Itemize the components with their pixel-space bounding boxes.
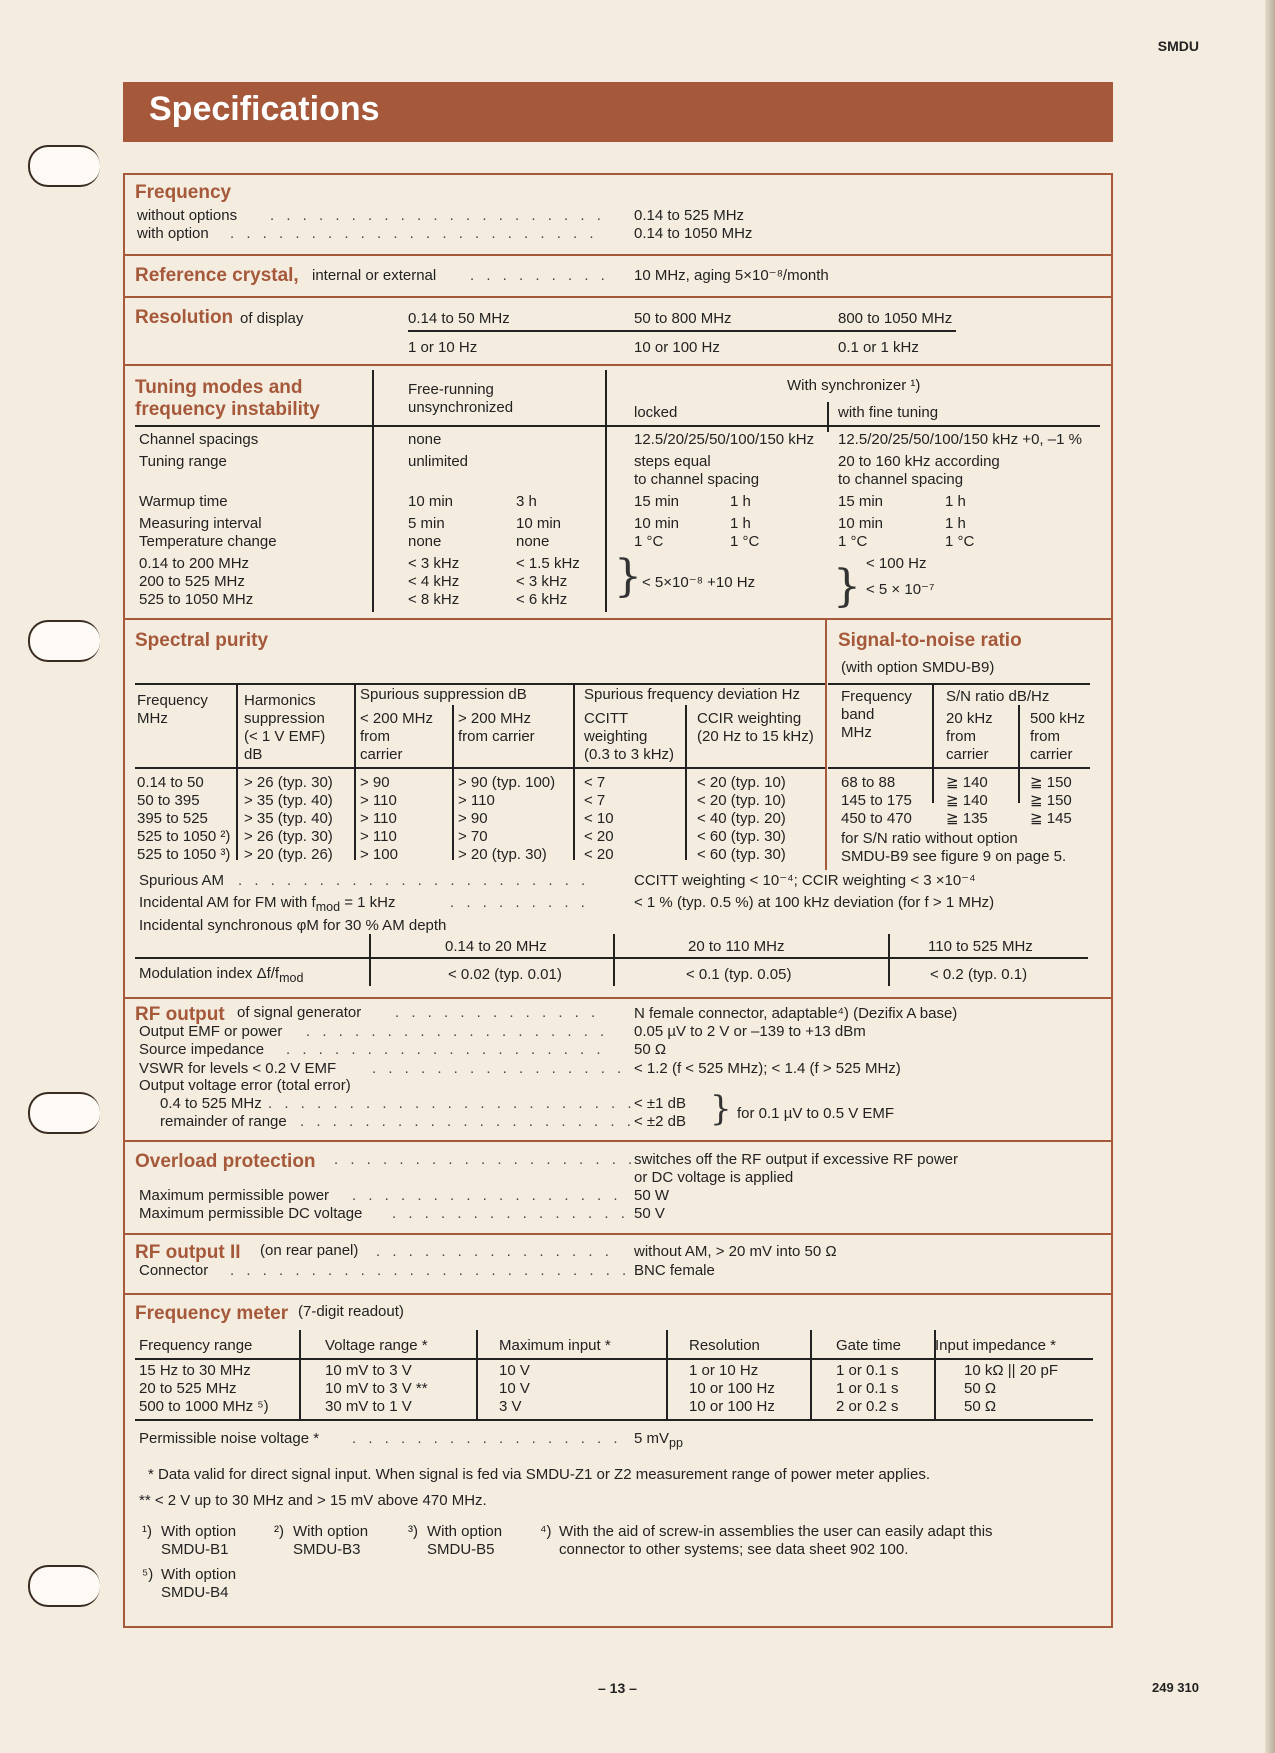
col-header: Maximum input * bbox=[499, 1337, 611, 1354]
col-header: Spurious suppression dB bbox=[360, 686, 527, 703]
crystal-value: 10 MHz, aging 5×10⁻⁸/month bbox=[634, 267, 829, 284]
column-rule bbox=[299, 1330, 301, 1420]
header-code: SMDU bbox=[1157, 38, 1199, 54]
cell: < 4 kHz bbox=[408, 573, 460, 590]
locked-header: locked bbox=[634, 404, 678, 421]
cell: < 5×10⁻⁸ +10 Hz bbox=[642, 574, 756, 591]
column-rule bbox=[372, 370, 374, 612]
freq-label: without options bbox=[137, 207, 238, 224]
dot-leader: . . . . . . . . . . . . . . . . . . . . . bbox=[270, 207, 605, 224]
cell: 10 min bbox=[516, 515, 562, 532]
footnote: ** < 2 V up to 30 MHz and > 15 mV above 470 MHz. bbox=[139, 1492, 487, 1509]
col-header: band bbox=[841, 706, 875, 723]
snr-note: SMDU-B9 see figure 9 on page 5. bbox=[841, 848, 1067, 865]
row-label: Output voltage error (total error) bbox=[139, 1077, 351, 1094]
row-label: Permissible noise voltage * bbox=[139, 1430, 320, 1447]
row-label: Incidental synchronous φM for 30 % AM depth bbox=[139, 917, 447, 934]
row-value: < 1 % (typ. 0.5 %) at 100 kHz deviation (for f > 1 MHz) bbox=[634, 894, 995, 911]
row-value: 50 Ω bbox=[634, 1041, 667, 1058]
row-label: 525 to 1050 MHz bbox=[139, 591, 254, 608]
table-cell: 10 V bbox=[499, 1380, 530, 1397]
incidental-am-label bbox=[139, 894, 396, 916]
table-cell: 50 Ω bbox=[964, 1398, 997, 1415]
row-value: 50 W bbox=[634, 1187, 670, 1204]
column-rule bbox=[888, 934, 890, 986]
col-header: Frequency bbox=[137, 692, 208, 709]
cell: < 3 kHz bbox=[408, 555, 460, 572]
label-text: Incidental AM for FM with f bbox=[139, 894, 316, 911]
cell: to channel spacing bbox=[634, 471, 760, 488]
column-rule bbox=[354, 685, 356, 860]
table-cell: < 7 bbox=[584, 792, 606, 809]
dot-leader: . . . . . . . . . . . . . bbox=[395, 1004, 600, 1021]
section-divider bbox=[123, 618, 1113, 620]
column-rule bbox=[613, 934, 615, 986]
table-cell: 10 or 100 Hz bbox=[689, 1380, 775, 1397]
table-cell: > 35 (typ. 40) bbox=[244, 810, 333, 827]
table-cell: > 100 bbox=[360, 846, 398, 863]
row-label: Tuning range bbox=[139, 453, 227, 470]
cell: 1 °C bbox=[730, 533, 760, 550]
dot-leader: . . . . . . . . . . . . . . . . bbox=[372, 1060, 626, 1077]
cell: 10 min bbox=[634, 515, 680, 532]
col-header: dB bbox=[244, 746, 263, 763]
column-rule bbox=[476, 1330, 478, 1420]
section-divider bbox=[123, 997, 1113, 999]
mod-value: < 0.1 (typ. 0.05) bbox=[686, 966, 792, 983]
resolution-sub: of display bbox=[240, 310, 304, 327]
label-text: Modulation index Δf/f bbox=[139, 965, 280, 982]
dot-leader: . . . . . . . . . . . . . . . . . . . . . . . bbox=[268, 1095, 636, 1112]
rfout2-sub: (on rear panel) bbox=[260, 1242, 359, 1259]
rfout-heading: RF output bbox=[135, 1004, 225, 1025]
table-cell: 10 kΩ || 20 pF bbox=[964, 1362, 1059, 1379]
rfout2-heading: RF output II bbox=[135, 1242, 241, 1263]
row-label: Connector bbox=[139, 1262, 209, 1279]
res-value: 10 or 100 Hz bbox=[634, 339, 720, 356]
table-cell: 500 to 1000 MHz ⁵) bbox=[139, 1398, 269, 1415]
footnote: With option bbox=[427, 1523, 503, 1540]
row-label: Maximum permissible power bbox=[139, 1187, 330, 1204]
free-header: Free-running bbox=[408, 381, 494, 398]
mod-value: < 0.2 (typ. 0.1) bbox=[930, 966, 1028, 983]
row-value: switches off the RF output if excessive RF power bbox=[634, 1151, 959, 1168]
cell: 10 min bbox=[838, 515, 884, 532]
cell: 12.5/20/25/50/100/150 kHz bbox=[634, 431, 815, 448]
row-value: or DC voltage is applied bbox=[634, 1169, 794, 1186]
table-cell: 0.14 to 50 bbox=[137, 774, 204, 791]
row-value: without AM, > 20 mV into 50 Ω bbox=[634, 1243, 837, 1260]
cell: 10 min bbox=[408, 493, 454, 510]
col-header: 20 kHz bbox=[946, 710, 993, 727]
freq-label: with option bbox=[137, 225, 209, 242]
column-rule bbox=[827, 402, 829, 432]
col-header: Input impedance * bbox=[935, 1337, 1056, 1354]
subscript: mod bbox=[315, 900, 341, 914]
row-label: Spurious AM bbox=[139, 872, 225, 889]
table-cell: ≧ 140 bbox=[946, 774, 988, 791]
table-cell: < 60 (typ. 30) bbox=[697, 828, 786, 845]
resolution-heading: Resolution bbox=[135, 307, 234, 328]
column-rule bbox=[932, 685, 934, 803]
table-cell: 68 to 88 bbox=[841, 774, 896, 791]
table-cell: > 110 bbox=[458, 792, 495, 809]
table-cell: 2 or 0.2 s bbox=[836, 1398, 899, 1415]
col-header: carrier bbox=[360, 746, 403, 763]
table-cell: > 90 bbox=[458, 810, 488, 827]
tuning-heading-2: frequency instability bbox=[135, 399, 320, 420]
cell: 15 min bbox=[838, 493, 884, 510]
mod-value: < 0.02 (typ. 0.01) bbox=[448, 966, 562, 983]
title-banner bbox=[123, 82, 1113, 142]
dot-leader: . . . . . . . . . bbox=[450, 894, 589, 911]
dot-leader: . . . . . . . . . . . . . . . . . . . bbox=[306, 1023, 609, 1040]
row-value: CCITT weighting < 10⁻⁴; CCIR weighting < 3 ×10⁻⁴ bbox=[634, 872, 976, 889]
snr-heading: Signal-to-noise ratio bbox=[838, 630, 1022, 651]
row-value: BNC female bbox=[634, 1262, 715, 1279]
mod-range: 20 to 110 MHz bbox=[688, 938, 785, 955]
cell: 1 h bbox=[730, 515, 751, 532]
dot-leader: . . . . . . . . . . . . . . . . . . . . . bbox=[300, 1113, 635, 1130]
table-cell: 50 Ω bbox=[964, 1380, 997, 1397]
snr-note: for S/N ratio without option bbox=[841, 830, 1018, 847]
footnote-mark: ³) bbox=[408, 1523, 418, 1540]
binder-hole bbox=[28, 1092, 100, 1134]
section-split bbox=[825, 620, 827, 870]
col-header: from carrier bbox=[458, 728, 535, 745]
section-divider bbox=[123, 254, 1113, 256]
cell: 1 °C bbox=[634, 533, 664, 550]
cell: < 3 kHz bbox=[516, 573, 568, 590]
column-rule bbox=[236, 685, 238, 860]
rule bbox=[135, 1358, 1093, 1360]
value-text: 5 mV bbox=[634, 1430, 670, 1447]
table-cell: < 40 (typ. 20) bbox=[697, 810, 786, 827]
sync-header: With synchronizer ¹) bbox=[787, 377, 921, 394]
overload-heading: Overload protection bbox=[135, 1151, 316, 1172]
col-header: < 200 MHz bbox=[360, 710, 433, 727]
table-cell: ≧ 140 bbox=[946, 792, 988, 809]
table-cell: 395 to 525 bbox=[137, 810, 208, 827]
rule bbox=[135, 767, 825, 769]
table-cell: > 20 (typ. 30) bbox=[458, 846, 547, 863]
cell: < 5 × 10⁻⁷ bbox=[866, 581, 935, 598]
dot-leader: . . . . . . . . . . . . . . . . . . . . bbox=[286, 1041, 605, 1058]
row-label: Temperature change bbox=[139, 533, 277, 550]
table-cell: > 20 (typ. 26) bbox=[244, 846, 333, 863]
col-header: (0.3 to 3 kHz) bbox=[584, 746, 675, 763]
section-divider bbox=[123, 1140, 1113, 1142]
table-cell: < 7 bbox=[584, 774, 606, 791]
rule bbox=[408, 330, 956, 332]
cell: none bbox=[408, 431, 442, 448]
footnote-mark: ⁵) bbox=[142, 1566, 154, 1583]
col-header: (20 Hz to 15 kHz) bbox=[697, 728, 814, 745]
table-cell: < 10 bbox=[584, 810, 614, 827]
footnote-mark: ¹) bbox=[142, 1523, 152, 1540]
column-rule bbox=[452, 705, 454, 860]
page-number: – 13 – bbox=[598, 1680, 637, 1696]
brace: } bbox=[614, 551, 642, 602]
label-text: = 1 kHz bbox=[340, 894, 396, 911]
row-value: 50 V bbox=[634, 1205, 665, 1222]
column-rule bbox=[573, 685, 575, 860]
table-cell: 10 mV to 3 V bbox=[325, 1362, 412, 1379]
subscript: pp bbox=[669, 1436, 683, 1450]
freq-value: 0.14 to 525 MHz bbox=[634, 207, 745, 224]
binder-hole bbox=[28, 1565, 100, 1607]
rule bbox=[828, 683, 1090, 685]
section-divider bbox=[123, 1293, 1113, 1295]
row-label: 200 to 525 MHz bbox=[139, 573, 245, 590]
table-cell: 145 to 175 bbox=[841, 792, 912, 809]
cell: 1 °C bbox=[838, 533, 868, 550]
table-cell: > 110 bbox=[360, 792, 397, 809]
meter-sub: (7-digit readout) bbox=[298, 1303, 404, 1320]
col-header: suppression bbox=[244, 710, 325, 727]
footnote: With option bbox=[293, 1523, 369, 1540]
col-header: carrier bbox=[946, 746, 989, 763]
table-cell: < 20 (typ. 10) bbox=[697, 792, 786, 809]
table-cell: ≧ 135 bbox=[946, 810, 988, 827]
table-cell: 50 to 395 bbox=[137, 792, 200, 809]
dot-leader: . . . . . . . . . bbox=[470, 267, 609, 284]
col-header: > 200 MHz bbox=[458, 710, 531, 727]
binder-hole bbox=[28, 620, 100, 662]
column-rule bbox=[1018, 705, 1020, 803]
row-label: 0.14 to 200 MHz bbox=[139, 555, 250, 572]
cell: unlimited bbox=[408, 453, 469, 470]
section-divider bbox=[123, 364, 1113, 366]
freq-value: 0.14 to 1050 MHz bbox=[634, 225, 753, 242]
row-label: VSWR for levels < 0.2 V EMF bbox=[139, 1060, 337, 1077]
crystal-heading: Reference crystal, bbox=[135, 265, 299, 286]
cell: 3 h bbox=[516, 493, 537, 510]
dot-leader: . . . . . . . . . . . . . . . . . . . . . . bbox=[238, 872, 590, 889]
footnote: SMDU-B1 bbox=[161, 1541, 229, 1558]
table-cell: < 20 (typ. 10) bbox=[697, 774, 786, 791]
purity-heading: Spectral purity bbox=[135, 630, 269, 651]
dot-leader: . . . . . . . . . . . . . . . . . . . . . . . . . . bbox=[230, 1262, 647, 1279]
col-header: MHz bbox=[841, 724, 872, 741]
cell: < 1.5 kHz bbox=[516, 555, 580, 572]
table-cell: ≧ 145 bbox=[1030, 810, 1072, 827]
dot-leader: . . . . . . . . . . . . . . . bbox=[376, 1243, 613, 1260]
footnote: connector to other systems; see data sheet 902 100. bbox=[559, 1541, 909, 1558]
column-rule bbox=[605, 370, 607, 612]
table-cell: 10 or 100 Hz bbox=[689, 1398, 775, 1415]
table-cell: 450 to 470 bbox=[841, 810, 912, 827]
cell: 12.5/20/25/50/100/150 kHz +0, –1 % bbox=[838, 431, 1082, 448]
rule bbox=[135, 1419, 1093, 1421]
section-divider bbox=[123, 1233, 1113, 1235]
table-cell: 3 V bbox=[499, 1398, 522, 1415]
cell: 1 h bbox=[945, 493, 966, 510]
table-cell: > 90 bbox=[360, 774, 390, 791]
mod-range: 110 to 525 MHz bbox=[928, 938, 1033, 955]
row-label: Source impedance bbox=[139, 1041, 265, 1058]
table-cell: 525 to 1050 ³) bbox=[137, 846, 231, 863]
col-header: S/N ratio dB/Hz bbox=[946, 688, 1050, 705]
col-header: MHz bbox=[137, 710, 168, 727]
page-edge bbox=[1265, 0, 1275, 1753]
table-cell: 10 V bbox=[499, 1362, 530, 1379]
page-title: Specifications bbox=[149, 90, 380, 128]
footnote: SMDU-B5 bbox=[427, 1541, 495, 1558]
cell: 1 °C bbox=[945, 533, 975, 550]
table-cell: 10 mV to 3 V ** bbox=[325, 1380, 428, 1397]
row-label: Maximum permissible DC voltage bbox=[139, 1205, 363, 1222]
footnote: With option bbox=[161, 1523, 237, 1540]
table-cell: < 20 bbox=[584, 846, 614, 863]
rule bbox=[828, 767, 1090, 769]
row-label: Output EMF or power bbox=[139, 1023, 283, 1040]
column-rule bbox=[369, 934, 371, 986]
footnote-mark: ²) bbox=[274, 1523, 284, 1540]
footnote: With option bbox=[161, 1566, 237, 1583]
cell: 15 min bbox=[634, 493, 680, 510]
col-header: from bbox=[946, 728, 976, 745]
col-header: from bbox=[1030, 728, 1060, 745]
footnote: * Data valid for direct signal input. When signal is fed via SMDU-Z1 or Z2 measurement range of power meter applies. bbox=[148, 1466, 931, 1483]
subscript: mod bbox=[279, 971, 304, 985]
column-rule bbox=[810, 1330, 812, 1420]
footnote-mark: ⁴) bbox=[540, 1523, 552, 1540]
table-cell: > 110 bbox=[360, 810, 397, 827]
row-label: Channel spacings bbox=[139, 431, 259, 448]
row-label: Warmup time bbox=[139, 493, 228, 510]
rule bbox=[135, 957, 1088, 959]
mod-range: 0.14 to 20 MHz bbox=[445, 938, 547, 955]
col-header: from bbox=[360, 728, 390, 745]
dot-leader: . . . . . . . . . . . . . . . . . . . bbox=[334, 1151, 637, 1168]
res-range: 50 to 800 MHz bbox=[634, 310, 732, 327]
row-value: < ±2 dB bbox=[634, 1113, 687, 1130]
col-header: Frequency bbox=[841, 688, 912, 705]
dot-leader: . . . . . . . . . . . . . . . . . . . . . . . bbox=[230, 225, 598, 242]
res-range: 800 to 1050 MHz bbox=[838, 310, 953, 327]
column-rule bbox=[685, 705, 687, 860]
cell: to channel spacing bbox=[838, 471, 964, 488]
cell: steps equal bbox=[634, 453, 711, 470]
col-header: CCIR weighting bbox=[697, 710, 802, 727]
footnote: SMDU-B3 bbox=[293, 1541, 361, 1558]
col-header: carrier bbox=[1030, 746, 1073, 763]
col-header: Spurious frequency deviation Hz bbox=[584, 686, 800, 703]
col-header: weighting bbox=[584, 728, 648, 745]
fine-header: with fine tuning bbox=[838, 404, 939, 421]
dot-leader: . . . . . . . . . . . . . . . . . bbox=[352, 1430, 622, 1447]
col-header: (< 1 V EMF) bbox=[244, 728, 326, 745]
table-cell: > 26 (typ. 30) bbox=[244, 828, 333, 845]
snr-sub: (with option SMDU-B9) bbox=[841, 659, 995, 676]
free-header-2: unsynchronized bbox=[408, 399, 514, 416]
table-cell: > 35 (typ. 40) bbox=[244, 792, 333, 809]
row-label: Measuring interval bbox=[139, 515, 262, 532]
frequency-heading: Frequency bbox=[135, 182, 232, 203]
table-cell: 1 or 0.1 s bbox=[836, 1380, 899, 1397]
tuning-heading: Tuning modes and bbox=[135, 377, 303, 398]
cell: < 8 kHz bbox=[408, 591, 460, 608]
table-cell: 525 to 1050 ²) bbox=[137, 828, 231, 845]
binder-hole bbox=[28, 145, 100, 187]
cell: 1 h bbox=[730, 493, 751, 510]
cell: < 100 Hz bbox=[866, 555, 927, 572]
table-cell: < 60 (typ. 30) bbox=[697, 846, 786, 863]
rule bbox=[135, 425, 1100, 427]
col-header: Resolution bbox=[689, 1337, 760, 1354]
table-cell: ≧ 150 bbox=[1030, 774, 1072, 791]
col-header: CCITT bbox=[584, 710, 629, 727]
rule bbox=[135, 683, 825, 685]
cell: none bbox=[516, 533, 550, 550]
meter-heading: Frequency meter bbox=[135, 1303, 289, 1324]
table-cell: < 20 bbox=[584, 828, 614, 845]
row-label: 0.4 to 525 MHz bbox=[160, 1095, 262, 1112]
dot-leader: . . . . . . . . . . . . . . . bbox=[392, 1205, 629, 1222]
row-value: < ±1 dB bbox=[634, 1095, 687, 1112]
rfout-sub: of signal generator bbox=[237, 1004, 362, 1021]
brace: } bbox=[710, 1089, 732, 1129]
col-header: Harmonics bbox=[244, 692, 316, 709]
footnote: With the aid of screw-in assemblies the user can easily adapt this bbox=[559, 1523, 993, 1540]
crystal-label: internal or external bbox=[312, 267, 437, 284]
brace: } bbox=[833, 561, 861, 612]
res-value: 1 or 10 Hz bbox=[408, 339, 478, 356]
footnote: SMDU-B4 bbox=[161, 1584, 229, 1601]
col-header: Gate time bbox=[836, 1337, 902, 1354]
document-number: 249 310 bbox=[1152, 1680, 1199, 1695]
res-value: 0.1 or 1 kHz bbox=[838, 339, 919, 356]
column-rule bbox=[666, 1330, 668, 1420]
table-cell: ≧ 150 bbox=[1030, 792, 1072, 809]
table-cell: 1 or 0.1 s bbox=[836, 1362, 899, 1379]
row-value: 0.05 µV to 2 V or –139 to +13 dBm bbox=[634, 1023, 866, 1040]
cell: < 6 kHz bbox=[516, 591, 568, 608]
res-range: 0.14 to 50 MHz bbox=[408, 310, 510, 327]
table-cell: 15 Hz to 30 MHz bbox=[139, 1362, 251, 1379]
row-value: < 1.2 (f < 525 MHz); < 1.4 (f > 525 MHz) bbox=[634, 1060, 901, 1077]
section-divider bbox=[123, 296, 1113, 298]
col-header: Frequency range bbox=[139, 1337, 253, 1354]
table-cell: > 26 (typ. 30) bbox=[244, 774, 333, 791]
cell: 1 h bbox=[945, 515, 966, 532]
table-cell: 1 or 10 Hz bbox=[689, 1362, 759, 1379]
row-value: for 0.1 µV to 0.5 V EMF bbox=[737, 1105, 895, 1122]
row-value: N female connector, adaptable⁴) (Dezifix A base) bbox=[634, 1005, 958, 1022]
table-cell: > 90 (typ. 100) bbox=[458, 774, 556, 791]
table-cell: > 70 bbox=[458, 828, 488, 845]
table-cell: 20 to 525 MHz bbox=[139, 1380, 237, 1397]
table-cell: 30 mV to 1 V bbox=[325, 1398, 412, 1415]
dot-leader: . . . . . . . . . . . . . . . . . bbox=[352, 1187, 622, 1204]
row-label: remainder of range bbox=[160, 1113, 287, 1130]
noise-value bbox=[634, 1430, 683, 1452]
cell: 5 min bbox=[408, 515, 445, 532]
cell: none bbox=[408, 533, 442, 550]
col-header: Voltage range * bbox=[325, 1337, 428, 1354]
cell: 20 to 160 kHz according bbox=[838, 453, 1000, 470]
mod-index-label bbox=[139, 965, 303, 987]
col-header: 500 kHz bbox=[1030, 710, 1086, 727]
table-cell: > 110 bbox=[360, 828, 397, 845]
